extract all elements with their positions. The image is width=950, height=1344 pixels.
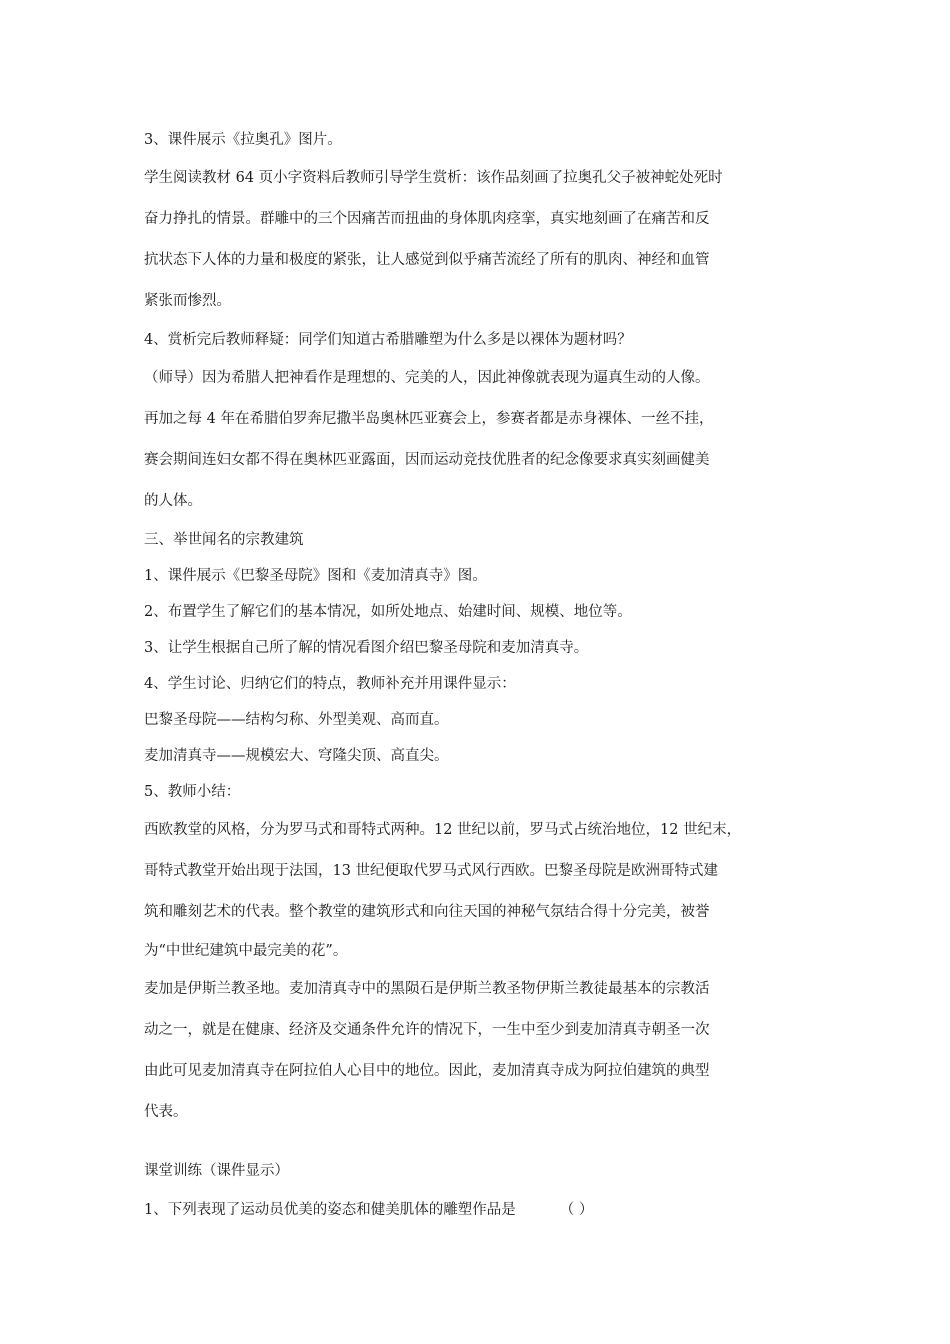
list-item: 3、课件展示《拉奥孔》图片。 [144, 132, 342, 148]
paragraph-line: 由此可见麦加清真寺在阿拉伯人心目中的地位。因此，麦加清真寺成为阿拉伯建筑的典型 [144, 1063, 710, 1079]
document-body [144, 122, 820, 1228]
practice-title: 课堂训练（课件显示） [144, 1163, 289, 1179]
answer-bracket: （ ） [559, 1202, 594, 1218]
paragraph-line: 赛会期间连妇女都不得在奥林匹亚露面，因而运动竞技优胜者的纪念像要求真实刻画健美 [144, 452, 710, 468]
paragraph-line: 学生阅读教材 64 页小字资料后教师引导学生赏析：该作品刻画了拉奥孔父子被神蛇处死时 [144, 170, 723, 186]
paragraph-line: 麦加是伊斯兰教圣地。麦加清真寺中的黑陨石是伊斯兰教圣物伊斯兰教徒最基本的宗教活 [144, 981, 710, 997]
list-item: 麦加清真寺——规模宏大、穹隆尖顶、高直尖。 [144, 748, 449, 764]
paragraph-line: 再加之每 4 年在希腊伯罗奔尼撒半岛奥林匹亚赛会上，参赛者都是赤身裸体、一丝不挂， [144, 411, 714, 427]
list-item: 1、课件展示《巴黎圣母院》图和《麦加清真寺》图。 [144, 568, 487, 584]
paragraph-line: 奋力挣扎的情景。群雕中的三个因痛苦而扭曲的身体肌肉痉挛，真实地刻画了在痛苦和反 [144, 211, 710, 227]
blank-spacer [144, 1133, 820, 1151]
list-item: 巴黎圣母院——结构匀称、外型美观、高而直。 [144, 712, 449, 728]
list-item: 5、教师小结： [144, 784, 241, 800]
list-item: 3、让学生根据自己所了解的情况看图介绍巴黎圣母院和麦加清真寺。 [144, 640, 589, 656]
list-item: 4、学生讨论、归纳它们的特点，教师补充并用课件显示： [144, 676, 516, 692]
section-heading: 三、举世闻名的宗教建筑 [144, 532, 304, 548]
paragraph-line: 紧张而惨烈。 [144, 293, 231, 309]
paragraph-line: 为“中世纪建筑中最完美的花”。 [144, 943, 348, 959]
question-1 [144, 1192, 820, 1228]
paragraph-line: 抗状态下人体的力量和极度的紧张，让人感觉到似乎痛苦流经了所有的肌肉、神经和血管 [144, 252, 710, 268]
list-item: 4、赏析完后教师释疑：同学们知道古希腊雕塑为什么多是以裸体为题材吗？ [144, 332, 632, 348]
paragraph-line: 西欧教堂的风格，分为罗马式和哥特式两种。12 世纪以前，罗马式占统治地位，12 世纪末， [144, 822, 742, 838]
paragraph-line: （师导）因为希腊人把神看作是理想的、完美的人，因此神像就表现为逼真生动的人像。 [144, 370, 710, 386]
paragraph-line: 的人体。 [144, 493, 202, 509]
list-item: 2、布置学生了解它们的基本情况，如所处地点、始建时间、规模、地位等。 [144, 604, 632, 620]
paragraph-line: 代表。 [144, 1104, 188, 1120]
paragraph-line: 动之一，就是在健康、经济及交通条件允许的情况下，一生中至少到麦加清真寺朝圣一次 [144, 1022, 710, 1038]
paragraph-line: 筑和雕刻艺术的代表。整个教堂的建筑形式和向往天国的神秘气氛结合得十分完美，被誉 [144, 904, 710, 920]
paragraph-line: 哥特式教堂开始出现于法国，13 世纪便取代罗马式风行西欧。巴黎圣母院是欧洲哥特式建 [144, 863, 719, 879]
question-1-text: 1、下列表现了运动员优美的姿态和健美肌体的雕塑作品是 [144, 1202, 516, 1218]
